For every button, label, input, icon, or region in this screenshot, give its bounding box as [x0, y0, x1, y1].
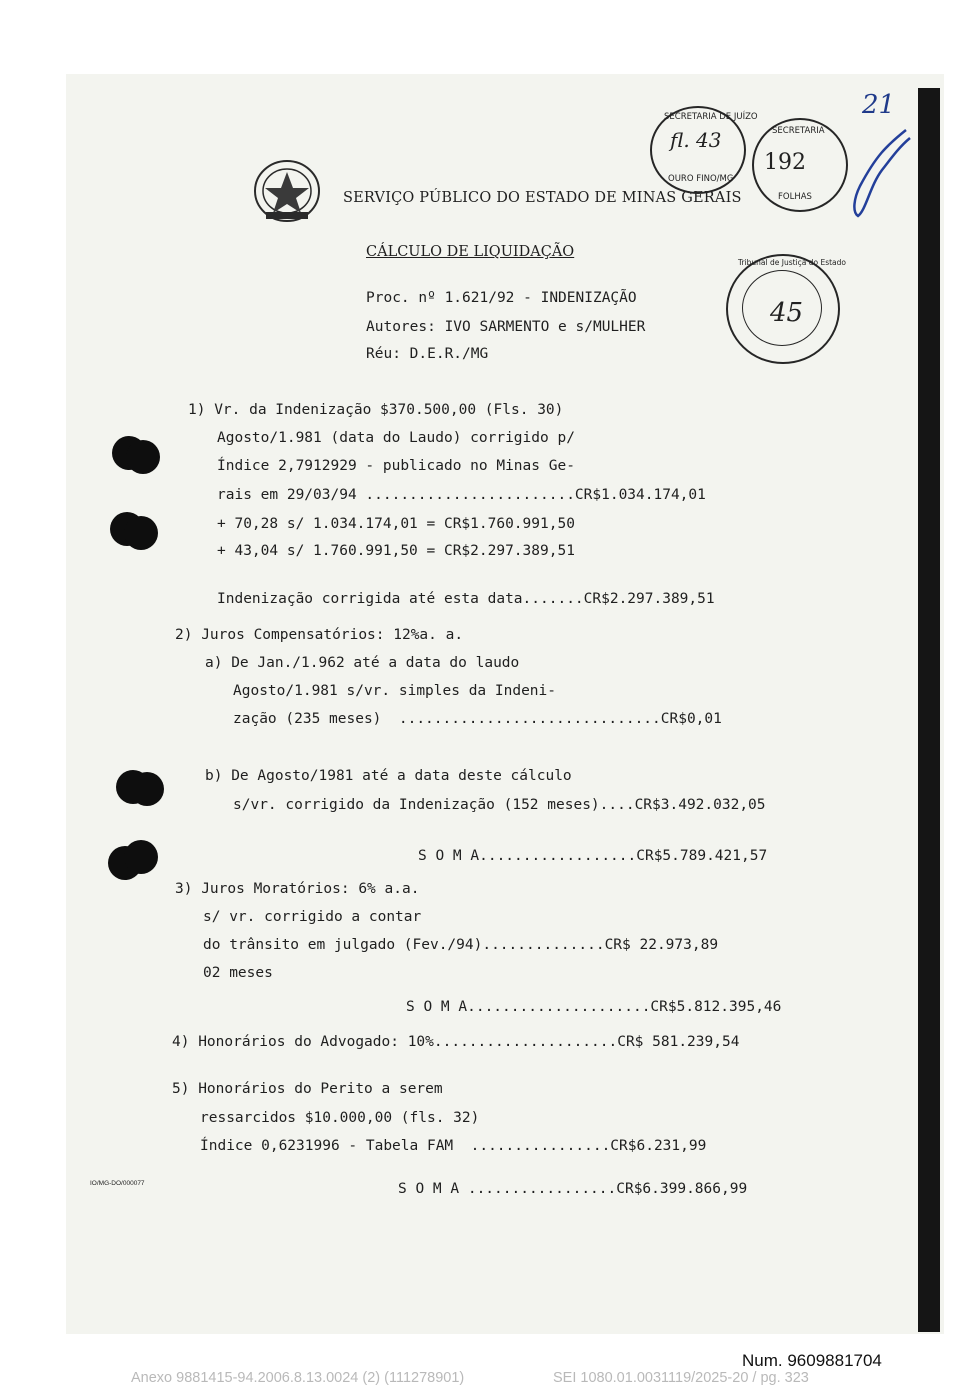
calc-line: b) De Agosto/1981 até a data deste cálculo	[205, 768, 572, 784]
stamp3-number: 45	[770, 298, 804, 328]
punch-hole	[126, 440, 160, 474]
total-line: S O M A .................CR$6.399.866,99	[398, 1181, 748, 1197]
coat-of-arms-icon	[252, 158, 322, 224]
agency-header: SERVIÇO PÚBLICO DO ESTADO DE MINAS GERAIS	[343, 190, 742, 206]
calc-line: s/ vr. corrigido a contar	[203, 909, 422, 925]
subtotal-line: S O M A.....................CR$5.812.395,46	[406, 999, 782, 1015]
calc-line: ressarcidos $10.000,00 (fls. 32)	[200, 1110, 480, 1126]
scan-edge-bar	[918, 88, 940, 1332]
calc-line: rais em 29/03/94 ........................CR$1.034.174,01	[217, 487, 706, 503]
calc-line: Indenização corrigida até esta data.......CR$2.297.389,51	[217, 591, 715, 607]
calc-line: s/vr. corrigido da Indenização (152 meses)....CR$3.492.032,05	[233, 797, 766, 813]
handwritten-page-number: 21	[862, 90, 896, 120]
sei-footer: SEI 1080.01.0031119/2025-20 / pg. 323	[553, 1370, 809, 1386]
calc-line: do trânsito em julgado (Fev./94)..............CR$ 22.973,89	[203, 937, 719, 953]
calc-line: 4) Honorários do Advogado: 10%.....................CR$ 581.239,54	[172, 1034, 740, 1050]
punch-hole	[124, 840, 158, 874]
punch-hole	[130, 772, 164, 806]
form-code: IO/MG-DO/000077	[90, 1180, 145, 1187]
stamp2-arc-text: SECRETARIA	[772, 126, 825, 136]
calc-line: a) De Jan./1.962 até a data do laudo	[205, 655, 520, 671]
authors-line: Autores: IVO SARMENTO e s/MULHER	[366, 319, 646, 335]
signature-mark-icon	[846, 126, 916, 222]
subtotal-line: S O M A..................CR$5.789.421,57	[418, 848, 768, 864]
calc-line: 5) Honorários do Perito a serem	[172, 1081, 443, 1097]
defendant-line: Réu: D.E.R./MG	[366, 346, 489, 362]
calc-line: 2) Juros Compensatórios: 12%a. a.	[175, 627, 464, 643]
stamp1-bottom-text: OURO FINO/MG	[668, 174, 734, 184]
document-num: Num. 9609881704	[742, 1351, 882, 1370]
calc-line: Agosto/1.981 (data do Laudo) corrigido p/	[217, 430, 575, 446]
calc-line: Índice 0,6231996 - Tabela FAM ................CR$6.231,99	[200, 1138, 707, 1154]
stamp1-arc-text: SECRETARIA DE JUÍZO	[664, 112, 758, 122]
document-title: CÁLCULO DE LIQUIDAÇÃO	[366, 244, 575, 260]
stamp1-handwritten: fl. 43	[670, 128, 722, 152]
calc-line: zação (235 meses) ..............................CR$0,01	[233, 711, 722, 727]
calc-line: + 70,28 s/ 1.034.174,01 = CR$1.760.991,50	[217, 516, 575, 532]
calc-line: 02 meses	[203, 965, 273, 981]
annex-footer: Anexo 9881415-94.2006.8.13.0024 (2) (111278901)	[131, 1370, 465, 1386]
calc-line: Índice 2,7912929 - publicado no Minas Ge-	[217, 458, 575, 474]
stamp3-arc-text: Tribunal de Justiça do Estado	[738, 258, 847, 267]
stamp2-number: 192	[764, 150, 806, 175]
calc-line: + 43,04 s/ 1.760.991,50 = CR$2.297.389,51	[217, 543, 575, 559]
calc-line: 3) Juros Moratórios: 6% a.a.	[175, 881, 420, 897]
stamp2-bottom-text: FOLHAS	[778, 192, 812, 202]
punch-hole	[124, 516, 158, 550]
calc-line: Agosto/1.981 s/vr. simples da Indeni-	[233, 683, 557, 699]
calc-line: 1) Vr. da Indenização $370.500,00 (Fls. 30)	[188, 402, 564, 418]
process-number: Proc. nº 1.621/92 - INDENIZAÇÃO	[366, 290, 637, 306]
